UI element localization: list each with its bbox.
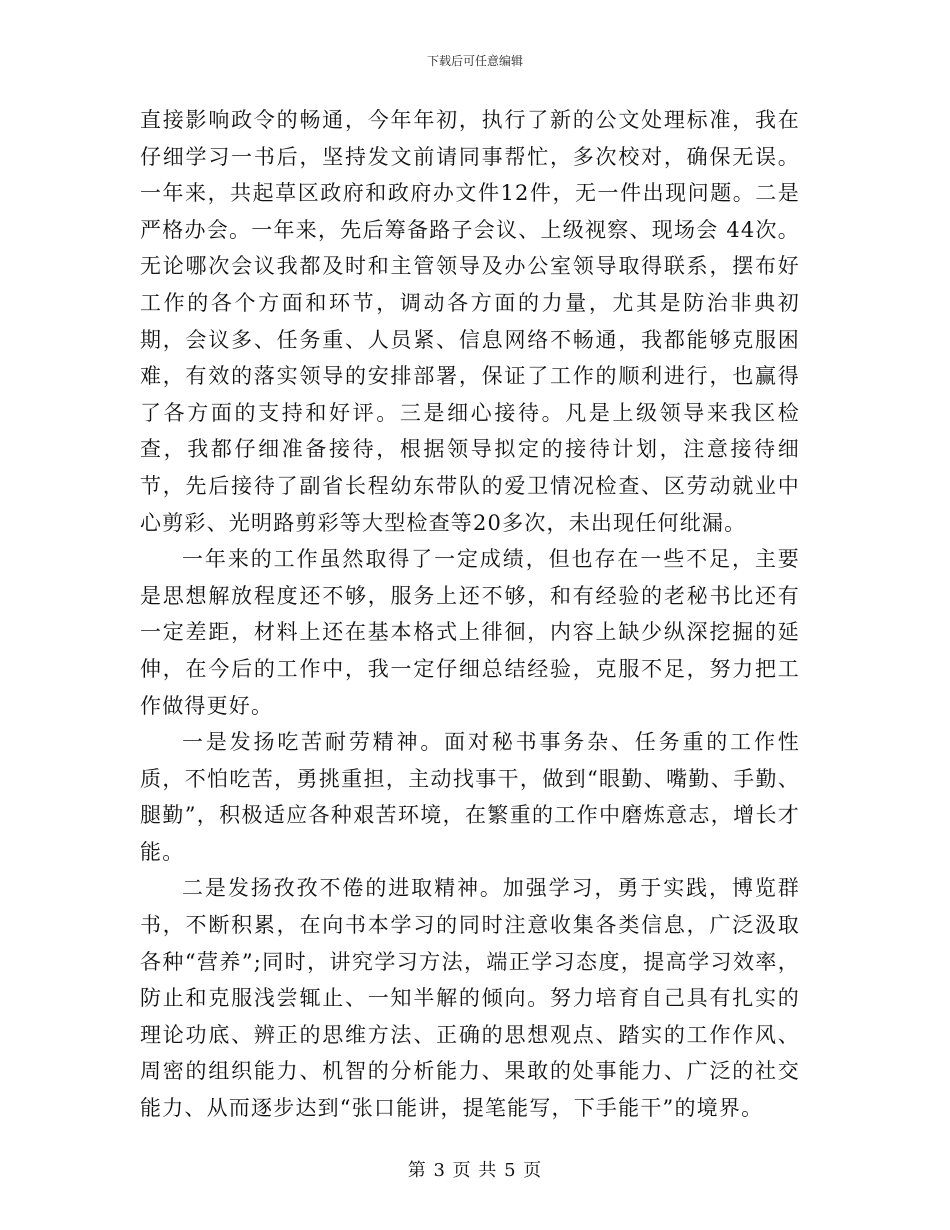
- document-body: [140, 102, 800, 1127]
- page-header: 下载后可任意编辑: [426, 54, 523, 68]
- paragraph-continued: 直接影响政令的畅通，今年年初，执行了新的公文处理标准，我在仔细学习一书后，坚持发文前请同事帮忙，多次校对，确保无误。一年来，共起草区政府和政府办文件12件，无一件出现问题。二是严格办会。一年来，先后筹备路子会议、上级视察、现场会 44次。无论哪次会议我都及时和主管领导及办公室领导取得联系，摆布好工作的各个方面和环节，调动各方面的力量，尤其是防治非典初期，会议多、任务重、人员紧、信息网络不畅通，我都能够克服困难，有效的落实领导的安排部署，保证了工作的顺利进行，也赢得了各方面的支持和好评。三是细心接待。凡是上级领导来我区检查，我都仔细准备接待，根据领导拟定的接待计划，注意接待细节，先后接待了副省长程幼东带队的爱卫情况检查、区劳动就业中心剪彩、光明路剪彩等大型检查等20多次，未出现任何纰漏。: [140, 108, 800, 535]
- page-footer: 第 3 页 共 5 页: [407, 1160, 543, 1181]
- paragraph-hard-work: 一是发扬吃苦耐劳精神。面对秘书事务杂、任务重的工作性质，不怕吃苦，勇挑重担，主动找事干，做到“眼勤、嘴勤、手勤、腿勤”，积极适应各种艰苦环境，在繁重的工作中磨炼意志，增长才能。: [140, 730, 800, 864]
- paragraph-learning: 二是发扬孜孜不倦的进取精神。加强学习，勇于实践，博览群书，不断积累，在向书本学习的同时注意收集各类信息，广泛汲取各种“营养”;同时，讲究学习方法，端正学习态度，提高学习效率，防止和克服浅尝辄止、一知半解的倾向。努力培育自己具有扎实的理论功底、辨正的思维方法、正确的思想观点、踏实的工作作风、周密的组织能力、机智的分析能力、果敢的处事能力、广泛的社交能力、从而逐步达到“张口能讲，提笔能写，下手能干”的境界。: [140, 876, 800, 1121]
- paragraph-shortcomings: 一年来的工作虽然取得了一定成绩，但也存在一些不足，主要是思想解放程度还不够，服务上还不够，和有经验的老秘书比还有一定差距，材料上还在基本格式上徘徊，内容上缺少纵深挖掘的延伸，在今后的工作中，我一定仔细总结经验，克服不足，努力把工作做得更好。: [140, 547, 800, 718]
